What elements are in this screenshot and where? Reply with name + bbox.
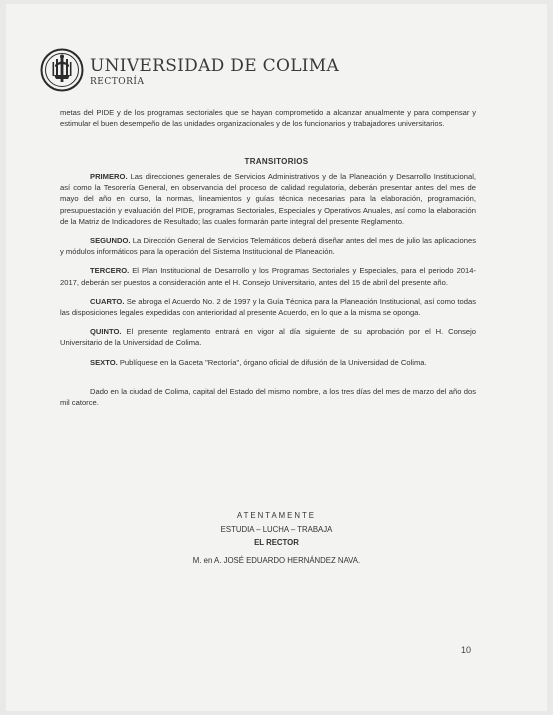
article-text: El Plan Institucional de Desarrollo y los Programas Sectoriales y Especiales, para el periodo 2014-2017, deberán ser puestos a consideración ante el H. Consejo Universitario, antes del 15 de abril del presente año. [60, 266, 476, 287]
article-paragraph [60, 326, 476, 348]
article-text: Se abroga el Acuerdo No. 2 de 1997 y la Guía Técnica para la Planeación Institucional, así como todas las disposiciones legales expedidas con anterioridad al presente Acuerdo, en lo que a la misma se oponga. [60, 296, 476, 318]
article-text: El presente reglamento entrará en vigor al día siguiente de su aprobación por el H. Consejo Universitario de la Universidad de Colima. [60, 327, 476, 348]
university-name: UNIVERSIDAD DE COLIMA [90, 56, 340, 76]
article-text: La Dirección General de Servicios Telemáticos deberá diseñar antes del mes de julio las aplicaciones y módulos informáticos para la operación del Sistema Institucional de Planeación. [60, 236, 476, 257]
article-paragraph [60, 171, 476, 227]
articles-block [60, 171, 476, 416]
signature-title: EL RECTOR [254, 538, 299, 547]
article-lead: SEGUNDO. [90, 236, 131, 246]
signature-greeting: ATENTAMENTE [237, 511, 316, 520]
signatory-name: M. en A. JOSÉ EDUARDO HERNÁNDEZ NAVA. [192, 555, 361, 565]
article-paragraph [60, 296, 476, 318]
section-title: TRANSITORIOS [244, 157, 309, 166]
page-number: 10 [461, 645, 472, 655]
article-lead: SEXTO. [90, 357, 118, 367]
article-text: Las direcciones generales de Servicios Administrativos y de la Planeación y Desarrollo Institucional, así como la Tesorería General, en observancia del proceso de calidad regulatoria, deberán presentar antes del mes de mayo del año en curso, la normas, lineamientos y guías técnica necesarias para la elaboración, programación, presupuestación y evaluación del PIDE, programas Sectoriales, Especiales y Operativos Anuales, así como la elaboración de la Matriz de Indicadores de Resultado; las cuales formarán parte integral del presente Reglamento. [60, 172, 476, 226]
signature-motto: ESTUDIA – LUCHA – TRABAJA [220, 524, 333, 534]
university-seal-icon [40, 48, 84, 92]
intro-paragraph: metas del PIDE y de los programas sectoriales que se hayan comprometido a alcanzar anualmente y para compensar y estimular el buen desempeño de las unidades organizacionales y de los funcionarios y trabajadores universitarios. [60, 108, 476, 129]
article-lead: QUINTO. [90, 327, 122, 337]
article-paragraph [60, 235, 476, 257]
article-text: Publíquese en la Gaceta "Rectoría", órgano oficial de difusión de la Universidad de Colima. [117, 357, 427, 367]
signature-block [0, 509, 553, 567]
article-paragraph [60, 357, 476, 368]
letterhead [40, 48, 340, 98]
intro-paragraph-block [60, 107, 476, 137]
article-paragraph [60, 265, 476, 287]
department-name: RECTORÍA [90, 77, 145, 87]
article-lead: TERCERO. [90, 266, 130, 276]
article-lead: PRIMERO. [90, 172, 128, 181]
article-lead: CUARTO. [90, 296, 125, 306]
closing-paragraph: Dado en la ciudad de Colima, capital del Estado del mismo nombre, a los tres días del mes de marzo del año dos mil catorce. [60, 386, 476, 408]
